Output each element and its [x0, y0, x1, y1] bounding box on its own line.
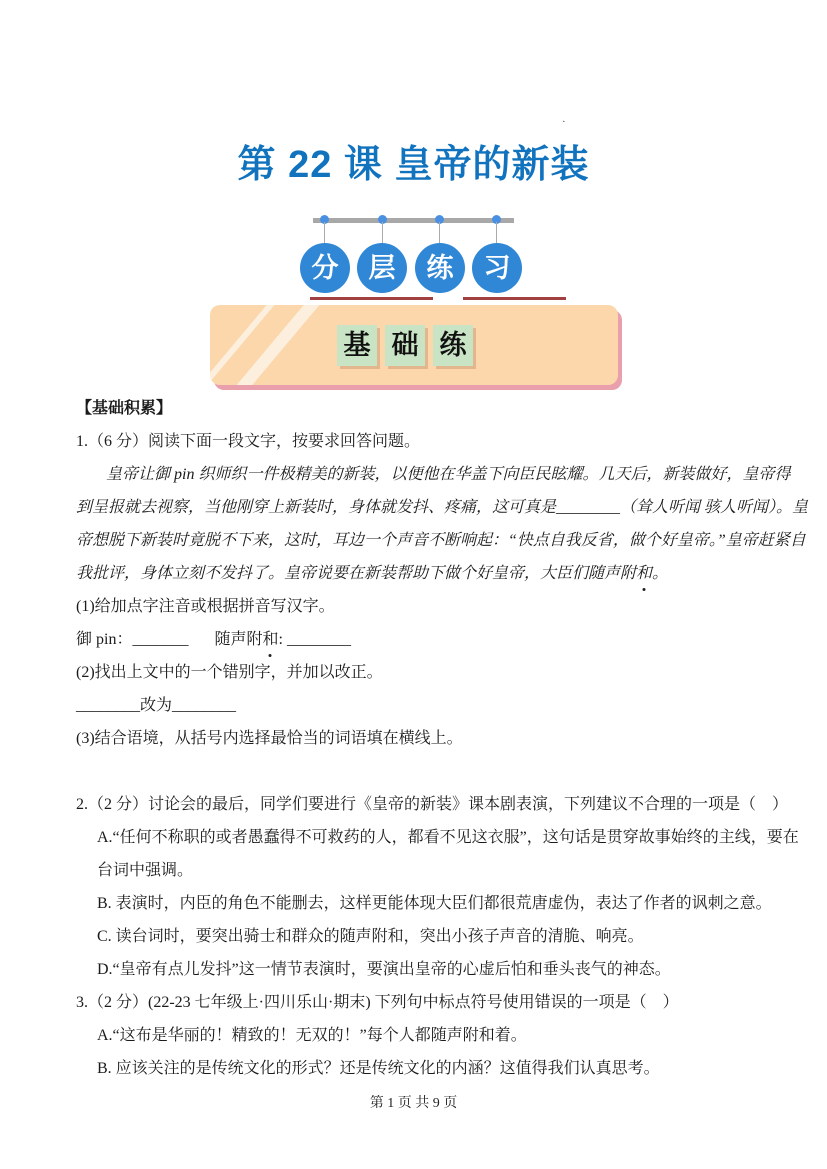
subtitle-circle: 习	[472, 243, 522, 293]
answer-blank: ________	[172, 697, 237, 714]
page-title: 第 22 课 皇帝的新装	[237, 144, 590, 186]
subtitle-circle: 分	[300, 243, 350, 293]
decoration-bar	[313, 218, 514, 223]
answer-blank: _______	[132, 631, 189, 648]
question-2-option-a-continued: 台词中强调。	[97, 862, 194, 879]
pinyin-answer-line	[76, 623, 760, 656]
question-1-sub3: (3)结合语境，从括号内选择最恰当的词语填在横线上。	[76, 730, 463, 747]
decoration-string	[496, 222, 497, 244]
passage-line: 帝想脱下新装时竟脱不下来，这时，耳边一个声音不断响起：“快点自我反省，做个好皇帝。”皇帝赶紧自	[76, 532, 806, 549]
emphasized-char: 和	[636, 557, 652, 590]
correction-label: 改为	[140, 697, 173, 714]
question-3-option-b: B. 应该关注的是传统文化的形式？还是传统文化的内涵？这值得我们认真思考。	[97, 1060, 660, 1077]
decoration-string	[324, 222, 325, 244]
passage-line: 皇帝让御 pin 织师织一件极精美的新装，以便他在华盖下向臣民眩耀。几天后，新装做好，皇帝得	[106, 466, 791, 483]
pinyin-label: 御 pin：	[76, 631, 133, 648]
question-1-stem: 1.（6 分）阅读下面一段文字，按要求回答问题。	[76, 433, 421, 450]
banner-tiles	[337, 325, 473, 366]
section-heading: 【基础积累】	[76, 400, 173, 417]
passage-text: 我批评，身体立刻不发抖了。皇帝说要在新装帮助下做个好皇帝，大臣们随声附	[76, 565, 637, 582]
question-1-sub1: (1)给加点字注音或根据拼音写汉字。	[76, 598, 335, 615]
passage-line: 到呈报就去视察，当他刚穿上新装时，身体就发抖、疼痛，这可真是________（耸人听闻 骇人听闻）。皇	[76, 499, 809, 516]
question-2-option-a: A.“任何不称职的或者愚蠢得不可救药的人，都看不见这衣服”，这句话是贯穿故事始终的主线，要在	[97, 829, 799, 846]
accent-line	[463, 297, 566, 300]
worksheet-body	[76, 392, 809, 1085]
hanging-circles-decoration	[313, 216, 514, 296]
decoration-string	[439, 222, 440, 244]
banner-tile: 练	[433, 325, 473, 366]
emphasized-char: 和	[262, 623, 278, 656]
question-3-option-a: A.“这布是华丽的！精致的！无双的！”每个人都随声附和着。	[97, 1027, 527, 1044]
passage-text: 。	[652, 565, 669, 582]
decoration-string	[382, 222, 383, 244]
question-2-stem: 2.（2 分）讨论会的最后，同学们要进行《皇帝的新装》课本剧表演，下列建议不合理的一项是（ ）	[76, 796, 789, 813]
question-1-sub2: (2)找出上文中的一个错别字，并加以改正。	[76, 664, 383, 681]
passage-line	[76, 557, 760, 590]
subtitle-circle: 层	[357, 243, 407, 293]
pinyin-label: :	[278, 631, 287, 648]
pinyin-label: 随声附	[214, 631, 263, 648]
answer-blank: ________	[286, 631, 351, 648]
correction-answer-line	[76, 689, 760, 722]
question-2-option-c: C. 读台词时，要突出骑士和群众的随声附和，突出小孩子声音的清脆、响亮。	[97, 928, 644, 945]
subtitle-circle: 练	[415, 243, 465, 293]
stray-mark: ·	[562, 116, 566, 128]
question-3-stem: 3.（2 分）(22-23 七年级上·四川乐山·期末) 下列句中标点符号使用错误的一项是（ ）	[76, 994, 679, 1011]
question-2-option-d: D.“皇帝有点儿发抖”这一情节表演时，要演出皇帝的心虚后怕和垂头丧气的神态。	[97, 961, 671, 978]
question-2-option-b: B. 表演时，内臣的角色不能删去，这样更能体现大臣们都很荒唐虚伪，表达了作者的讽刺之意。	[97, 895, 772, 912]
answer-blank: ________	[76, 697, 140, 714]
banner-tile: 础	[385, 325, 425, 366]
blank-line	[76, 755, 760, 788]
basics-practice-banner	[210, 305, 618, 385]
banner-tile: 基	[337, 325, 377, 366]
page-number-footer: 第 1 页 共 9 页	[369, 1096, 458, 1111]
accent-line	[310, 297, 433, 300]
